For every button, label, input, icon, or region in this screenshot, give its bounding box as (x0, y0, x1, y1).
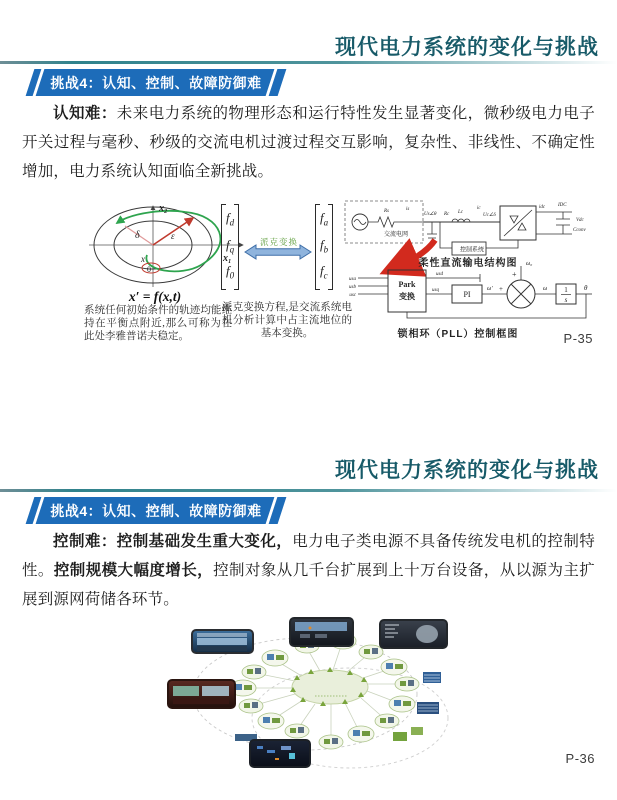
slide1-title-rule (0, 61, 617, 64)
converter-block (500, 206, 536, 240)
control-body-1: 电力电子类电源不具备传统发电机的控制特性。 (22, 533, 595, 579)
pll-input-c: usc (349, 293, 356, 298)
sum-plus-left: + (499, 285, 503, 293)
IDC-label: IDC (558, 203, 567, 208)
control-system-block (440, 222, 518, 255)
park-caption: 派克变换方程,是交流系统电机分析计算中占主流地位的基本变换。 (222, 302, 352, 339)
green-panel-icon (411, 727, 423, 735)
delta-label: δ (135, 230, 140, 241)
us-label: Us∠θ (424, 212, 437, 217)
park-transform-block (388, 270, 426, 312)
matrix-entry: $f_b$ (320, 236, 329, 255)
state-equation: x′ = f(x,t) (128, 289, 182, 304)
rs-label: Rs (384, 209, 389, 214)
pi-label: PI (463, 290, 471, 299)
photo-control-room-blue (192, 630, 253, 653)
is-label: is (406, 207, 410, 212)
usq-label: usq (432, 288, 439, 293)
slide1-cognition-paragraph (22, 99, 595, 186)
omega-ref-label: ω′ (487, 286, 493, 292)
slide1-banner-label: 挑战4：认知、控制、故障防御难 (50, 74, 262, 91)
axis-label-x1: x₁ (223, 253, 232, 264)
slide1-title: 现代电力系统的变化与挑战 (335, 36, 599, 59)
hvdc-pll-diagram (340, 196, 605, 346)
cognition-body: 未来电力系统的物理形态和运行特性发生显著变化，微秒级电力电子开关过程与毫秒、秒级的交流电机过渡过程交互影响，复杂性、非线性、不确定性增加，电力系统认知面临全新挑战。 (22, 105, 595, 180)
pll-caption: 锁相环（PLL）控制框图 (397, 329, 519, 340)
slide2-title: 现代电力系统的变化与挑战 (335, 459, 599, 482)
cconv-label: Cconv (573, 228, 586, 233)
park-transform-arrow-label: 派克变换 (259, 237, 298, 247)
slide2-banner-label: 挑战4：认知、控制、故障防御难 (50, 502, 262, 519)
vdc-label: Vdc (576, 218, 584, 223)
shunt-capacitor (427, 222, 437, 238)
slide2-title-rule (0, 489, 617, 492)
integrator-denominator: s (564, 296, 568, 304)
uc-label: Uc∠δ (483, 213, 496, 218)
control-lead: 控制难：控制基础发生重大变化， (53, 533, 293, 550)
matrix-entry: $f_d$ (226, 210, 235, 228)
control-scale-lead: 控制规模大幅度增长， (53, 562, 214, 579)
abc-matrix (315, 204, 333, 290)
double-arrow-shape (245, 245, 311, 259)
photo-control-panel-red (168, 680, 235, 708)
dc-side (536, 203, 587, 234)
feedback-line (407, 294, 586, 318)
park-block-line1: Park (398, 280, 416, 289)
control-body-2: 控制对象从几千台扩展到上十万台设备，从以源为主扩展到源网荷储各环节。 (22, 562, 595, 608)
rc-label: Rc (444, 212, 450, 217)
control-system-label: 控制系统 (460, 247, 485, 254)
sine-source-icon (354, 220, 366, 225)
start-mark-x: x (141, 254, 145, 264)
pll-input-a: usa (349, 277, 356, 282)
zero-mark: 0 (147, 265, 151, 274)
slide2-page-number: P-36 (565, 751, 595, 766)
epsilon-label: ε (171, 231, 175, 241)
dq0-matrix (221, 204, 239, 290)
matrix-entry: $f_a$ (320, 210, 329, 228)
central-network-ellipse (290, 667, 368, 706)
pll-input-b: usb (349, 285, 356, 290)
photo-dark-dashboard (250, 740, 310, 767)
omega0-label: ω₀ (526, 261, 533, 267)
slide1-challenge-banner (30, 69, 282, 96)
ic-label: ic (477, 206, 481, 211)
grid-network-montage (155, 616, 470, 796)
lc-label: Lc (458, 210, 463, 215)
photo-monitor-face (380, 620, 447, 648)
trajectory-curve (117, 211, 220, 271)
cognition-lead: 认知难： (53, 105, 117, 122)
green-panel-icon (393, 732, 407, 741)
park-block-line2: 变换 (399, 292, 415, 301)
matrix-entry: $f_c$ (320, 263, 328, 281)
omega-label: ω (543, 286, 548, 292)
usd-label: usd (436, 272, 443, 277)
mixer-cross (511, 284, 531, 304)
slide2-control-paragraph (22, 527, 595, 614)
matrix-entry: $f_0$ (226, 263, 235, 281)
ac-line (423, 206, 500, 238)
idc-label: idc (539, 205, 546, 210)
photo-dispatch-center (290, 618, 353, 646)
park-transform-double-arrow (244, 243, 312, 261)
sum-plus-top: + (512, 270, 517, 279)
slide1-page-number: P-35 (563, 331, 593, 346)
axis-label-x2: x₂ (159, 203, 168, 214)
pll-block-diagram (349, 261, 592, 318)
ac-grid-source-box (345, 201, 423, 243)
hvdc-structure-title: 柔性直流输电结构图 (418, 258, 518, 269)
lyapunov-caption: 系统任何初始条件的轨迹均能维持在平衡点附近,那么可称为在此处李雅普诺夫稳定。 (84, 305, 232, 342)
matrix-entry: $f_q$ (226, 236, 235, 255)
integrator-numerator: 1 (564, 286, 568, 294)
valve-icon (504, 210, 532, 236)
slide2-challenge-banner (30, 497, 282, 524)
ac-grid-label: 交流电网 (384, 232, 409, 238)
theta-label: θ (584, 284, 588, 292)
